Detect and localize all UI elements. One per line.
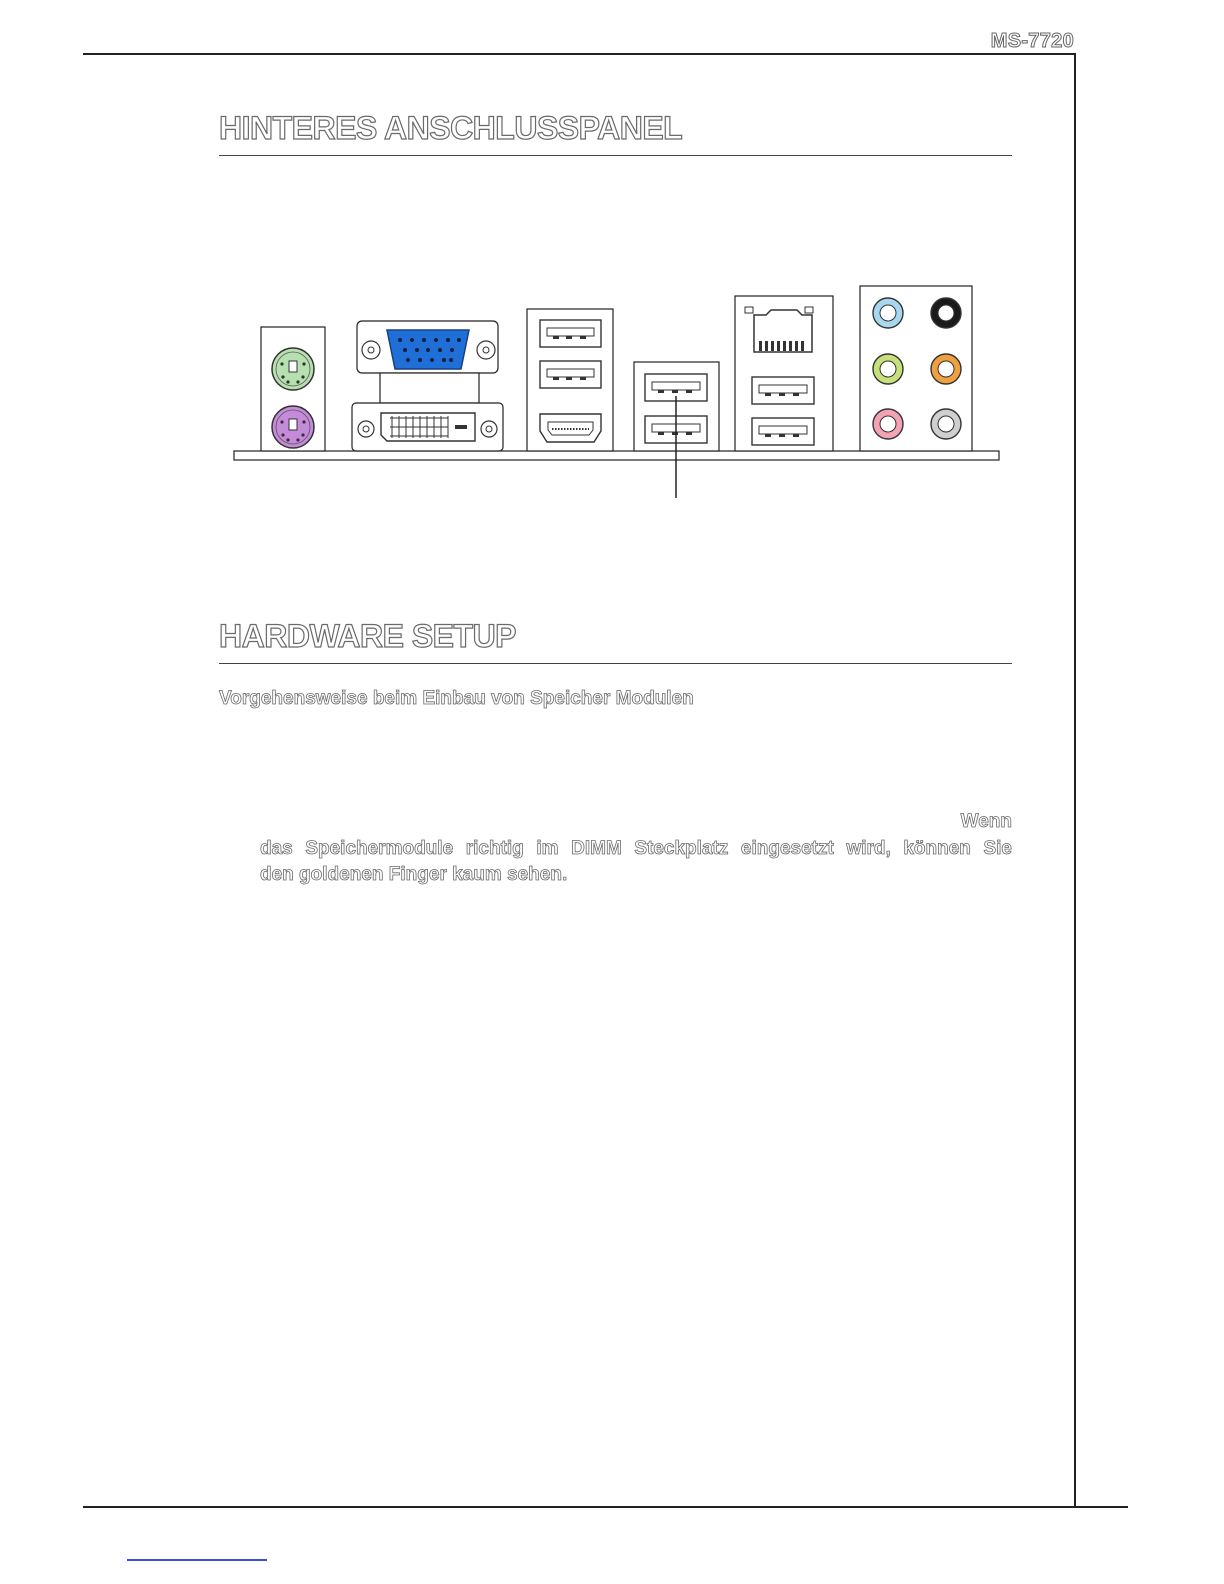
memory-install-subheading: Vorgehensweise beim Einbau von Speicher Modulen bbox=[219, 688, 694, 709]
video-ports bbox=[352, 321, 503, 451]
audio-jack-rs-out bbox=[931, 298, 961, 328]
section-title-rear-panel: HINTERES ANSCHLUSSPANEL bbox=[219, 110, 683, 146]
model-number: MS-7720 bbox=[990, 30, 1074, 52]
usb-ports-center bbox=[634, 362, 719, 498]
dvi-port bbox=[352, 403, 503, 451]
ps2-keyboard-port bbox=[272, 406, 314, 448]
back-panel-diagram bbox=[0, 0, 1224, 560]
memory-note-line-3: den goldenen Finger kaum sehen. bbox=[260, 864, 568, 885]
memory-note-line-1: Wenn bbox=[960, 811, 1012, 832]
usb-port bbox=[540, 320, 601, 347]
hdmi-port bbox=[540, 414, 601, 442]
audio-jack-mic bbox=[873, 409, 903, 439]
usb-port bbox=[752, 377, 814, 404]
lan-usb-ports bbox=[735, 296, 833, 451]
panel-base bbox=[234, 451, 999, 460]
section-rule-hardware-setup bbox=[219, 663, 1012, 664]
usb-hdmi-ports bbox=[527, 309, 613, 451]
footer-link-underline bbox=[127, 1559, 267, 1561]
section-title-hardware-setup: HARDWARE SETUP bbox=[219, 618, 517, 654]
audio-jack-ss-out bbox=[931, 409, 961, 439]
ps2-ports bbox=[261, 327, 325, 451]
usb-port bbox=[540, 361, 601, 388]
usb-port bbox=[752, 418, 814, 445]
ps2-mouse-port bbox=[272, 348, 314, 390]
audio-jack-cs-out bbox=[931, 354, 961, 384]
footer-rule bbox=[83, 1506, 1128, 1508]
audio-jack-line-out bbox=[873, 354, 903, 384]
audio-jack-line-in bbox=[873, 298, 903, 328]
memory-note-line-2: das Speichermodule richtig im DIMM Steckplatz eingesetzt wird, können Sie bbox=[260, 838, 1012, 859]
audio-jacks bbox=[860, 286, 972, 451]
